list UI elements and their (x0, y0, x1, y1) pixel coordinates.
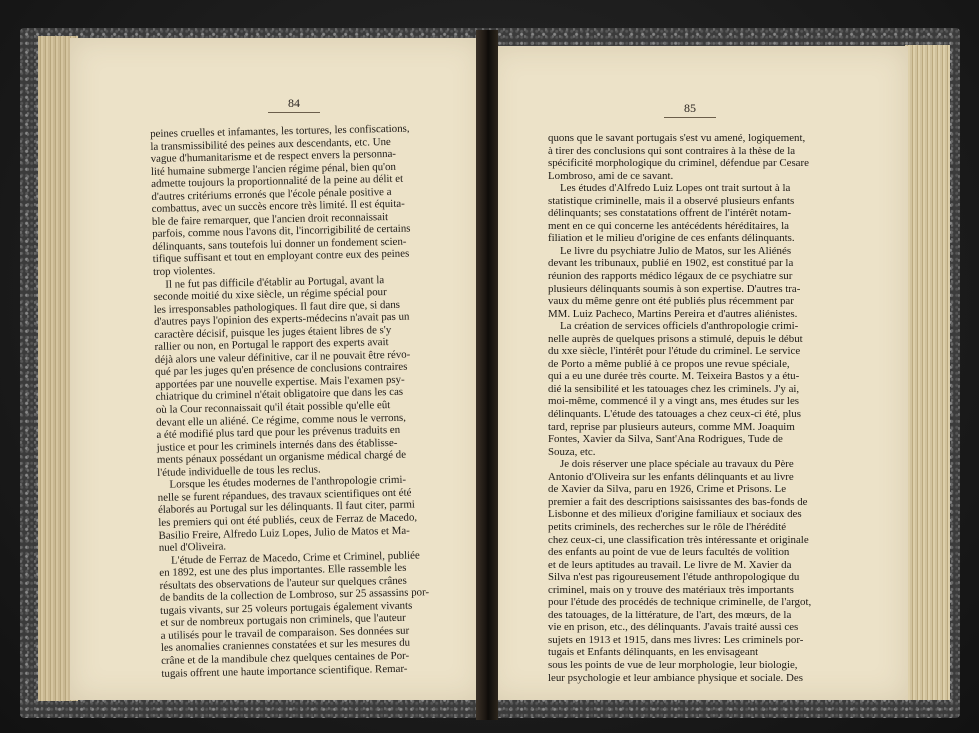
text-line: Antonio d'Oliveira sur les enfants délinquants et au livre (548, 470, 794, 483)
left-page-text (150, 122, 445, 680)
text-line: Silva n'est pas rigoureusement l'étude anthropologique du (548, 571, 800, 584)
text-line: peines cruelles et infamantes, les tortures, les confiscations, (150, 122, 410, 140)
text-line: et de leurs aptitudes au travail. Le livre de M. Xavier da (548, 558, 792, 571)
text-line: les anomalies craniennes constatées et sur les mesures du (160, 637, 411, 655)
text-line: apportées par une nouvelle expertise. Mais l'examen psy- (155, 373, 405, 391)
text-line: justice et pour les criminels internés dans des établisse- (156, 436, 398, 454)
text-line: Lombroso, ami de ce savant. (548, 169, 674, 182)
right-page-text (548, 132, 836, 684)
text-line: ment en ce qui concerne les antécédents héréditaires, la (548, 219, 789, 232)
text-line: plusieurs délinquants soumis à son expertise. D'autres tra- (548, 282, 801, 295)
text-line: en 1892, est une des plus importantes. Elle rassemble les (159, 561, 407, 580)
text-line: a été modifié plus tard que pour les prévenus traduits en (156, 423, 401, 442)
text-line: réunion des rapports médico légaux de ce psychiatre sur (548, 270, 793, 283)
text-line: a utilisés pour le travail de comparaison. Ses données sur (160, 624, 410, 642)
text-line: nelle se furent répandues, des travaux scientifiques ont été (157, 486, 412, 504)
text-line: petits criminels, des recherches sur le rôle de l'hérédité (548, 520, 787, 533)
text-line: seconde moitié du xixe siècle, un régime spécial pour (153, 286, 387, 304)
text-line: et sur de nombreux portugais non criminels, que l'auteur (160, 612, 406, 630)
text-line: vie en prison, etc., des délinquants. J'avais traité aussi ces (548, 621, 799, 634)
text-line: lité humaine submerge l'ancien régime pénal, bien qu'on (150, 160, 397, 178)
text-line: quons que le savant portugais s'est vu amené, logiquement, (548, 132, 806, 144)
text-line: des enfants au point de vue de leurs facultés de volition (548, 546, 790, 559)
text-line: les irresponsables pathologiques. Il faut dire que, si dans (153, 298, 401, 316)
right-header-rule (664, 117, 716, 118)
text-line: délinquants; ses constatations offrent de l'intérêt notam- (548, 207, 792, 220)
text-line: qué par les juges qu'en présence de conclusions contraires (154, 361, 408, 379)
text-line: chiatrique du criminel n'était obligatoire que dans les cas (155, 386, 404, 404)
text-line: pour l'étude des procédés de technique criminelle, de l'argot, (548, 596, 812, 609)
text-line: MM. Luiz Pacheco, Martins Pereira et d'autres aliénistes. (548, 307, 798, 320)
left-header-rule (268, 112, 320, 113)
text-line: la transmissibilité des peines aux descendants, etc. Une (150, 135, 391, 153)
text-line: de Porto a même publié à ce propos une revue spéciale, (548, 357, 790, 370)
text-line: dié la sensibilité et les tatouages chez les criminels. J'y ai, (548, 382, 800, 395)
text-line: criminel, mais on y trouve des matériaux très importants (548, 583, 794, 596)
text-line: tugais vivants, sur 25 voleurs portugais également vivants (159, 599, 413, 617)
text-line: des tatouages, de la littérature, de l'art, des mœurs, de la (548, 608, 792, 621)
text-line: devant elle un aliéné. Ce régime, comme nous le verrons, (156, 411, 407, 429)
text-line: élaborés au Portugal sur les délinquants. Il faut citer, parmi (157, 498, 416, 517)
text-line: Lorsque les études modernes de l'anthropologie crimi- (169, 474, 407, 491)
text-line: d'autres pays l'opinion des experts-médecins n'avait pas un (153, 310, 410, 329)
text-line: crâne et de la mandibule chez quelques centaines de Por- (161, 649, 410, 667)
text-line: Je dois réserver une place spéciale au travaux du Père (560, 458, 794, 471)
left-page-number: 84 (288, 96, 300, 110)
text-line: La création de services officiels d'anthropologie crimi- (560, 320, 799, 333)
text-line: nelle auprès de quelques prisons a stimulé, depuis le début (548, 332, 803, 345)
text-line: d'autres critériums erronés que l'école pénale positive a (151, 185, 392, 203)
text-line: délinquants, sans toutefois lui donner un fondement scien- (152, 235, 407, 253)
text-line: délinquants. L'étude des tatouages a chez ceux-ci été, plus (548, 408, 801, 421)
book-gutter (476, 30, 498, 720)
text-line: Fontes, Xavier da Silva, Sant'Ana Rodrigues, Tude de (548, 433, 783, 446)
text-line: statistique criminelle, mais il a observé plusieurs enfants (548, 194, 795, 207)
text-line: à tirer des conclusions qui sont contraires à la thèse de la (548, 144, 796, 157)
text-line: tifique suffisant et tout en employant contre eux des peines (152, 248, 410, 266)
text-line: résultats des observations de l'auteur sur quelques crânes (159, 574, 407, 592)
text-line: les premiers qui ont été publiés, ceux de Ferraz de Macedo, (158, 511, 418, 529)
text-line: caractère décisif, puisque les juges étaient libres de s'y (154, 323, 392, 341)
text-line: l'étude individuelle de tous les reclus. (157, 463, 321, 479)
text-line: trop violentes. (152, 264, 216, 278)
text-line: nuel d'Oliveira. (158, 540, 227, 554)
text-line: ments pénaux possédant un organisme médical chargé de (156, 448, 407, 467)
text-line: moi-même, commencé il y a vingt ans, mes études sur les (548, 395, 800, 408)
text-line: qui a eu une durée très courte. M. Teixeira Bastos y a étu- (548, 370, 800, 383)
text-line: de bandits de la collection de Lombroso, sur 25 assassins por- (159, 586, 430, 605)
text-line: où la Cour reconnaissait qu'il était possible qu'elle eût (155, 399, 391, 416)
text-line: combattus, avec un succès encore très limité. Il est équita- (151, 197, 405, 216)
text-line: devant les tribunaux, publié en 1902, est constitué par la (548, 257, 794, 270)
text-line: leur psychologie et leur ambiance physique et sociale. Des (548, 671, 803, 684)
text-line: Le livre du psychiatre Julio de Matos, sur les Aliénés (560, 244, 792, 257)
text-line: de Xavier da Silva, paru en 1926, Crime et Prisons. Le (548, 483, 787, 496)
text-line: du xxe siècle, l'intérêt pour l'étude du criminel. Le service (548, 345, 801, 358)
text-line: déjà alors une valeur définitive, car il ne pouvait être révo- (154, 348, 411, 366)
text-line: Les études d'Alfredo Luiz Lopes ont trait surtout à la (560, 182, 791, 195)
text-line: filiation et le milieu d'origine de ces enfants délinquants. (548, 232, 795, 245)
text-line: L'étude de Ferraz de Macedo, Crime et Criminel, publiée (170, 549, 420, 567)
text-line: vaux du même genre ont été publiés plus récemment par (548, 295, 794, 308)
text-line: vague d'humanitarisme et de respect envers la personna- (150, 147, 397, 166)
right-page-stack (905, 45, 950, 700)
text-line: ble de faire remarquer, que l'ancien droit reconnaissait (151, 210, 389, 228)
text-line: tugais et Enfants délinquants, en les envisageant (548, 646, 759, 659)
text-line: Lisbonne et des milieux d'origine familiaux et sociaux des (548, 508, 802, 521)
text-line: admette toujours la proportionnalité de la peine au délit et (151, 172, 404, 191)
text-line: premier a fait des descriptions saisissantes des bas-fonds de (548, 495, 808, 508)
right-page-number: 85 (684, 101, 696, 115)
text-line: Souza, etc. (548, 445, 596, 458)
text-line: spécificité morphologique du criminel, défendue par Cesare (548, 157, 809, 170)
text-line: Il ne fut pas difficile d'établir au Portugal, avant la (165, 273, 385, 291)
text-line: Basilio Freire, Alfredo Luiz Lopes, Julio de Matos et Ma- (158, 524, 410, 542)
text-line: chez ceux-ci, une classification très intéressante et originale (548, 533, 809, 546)
text-line: sujets en 1913 et 1915, dans mes livres: Les criminels por- (548, 633, 804, 646)
text-line: parfois, comme nous l'avons dit, l'incorrigibilité de certains (152, 222, 411, 241)
text-line: rallier ou non, en Portugal le rapport des experts avait (154, 336, 389, 354)
text-line: sous les points de vue de leur morphologie, leur biologie, (548, 658, 798, 671)
text-line: tugais offrent une haute importance scientifique. Remar- (161, 662, 408, 680)
text-line: tard, reprise par plusieurs auteurs, comme MM. Joaquim (548, 420, 795, 433)
